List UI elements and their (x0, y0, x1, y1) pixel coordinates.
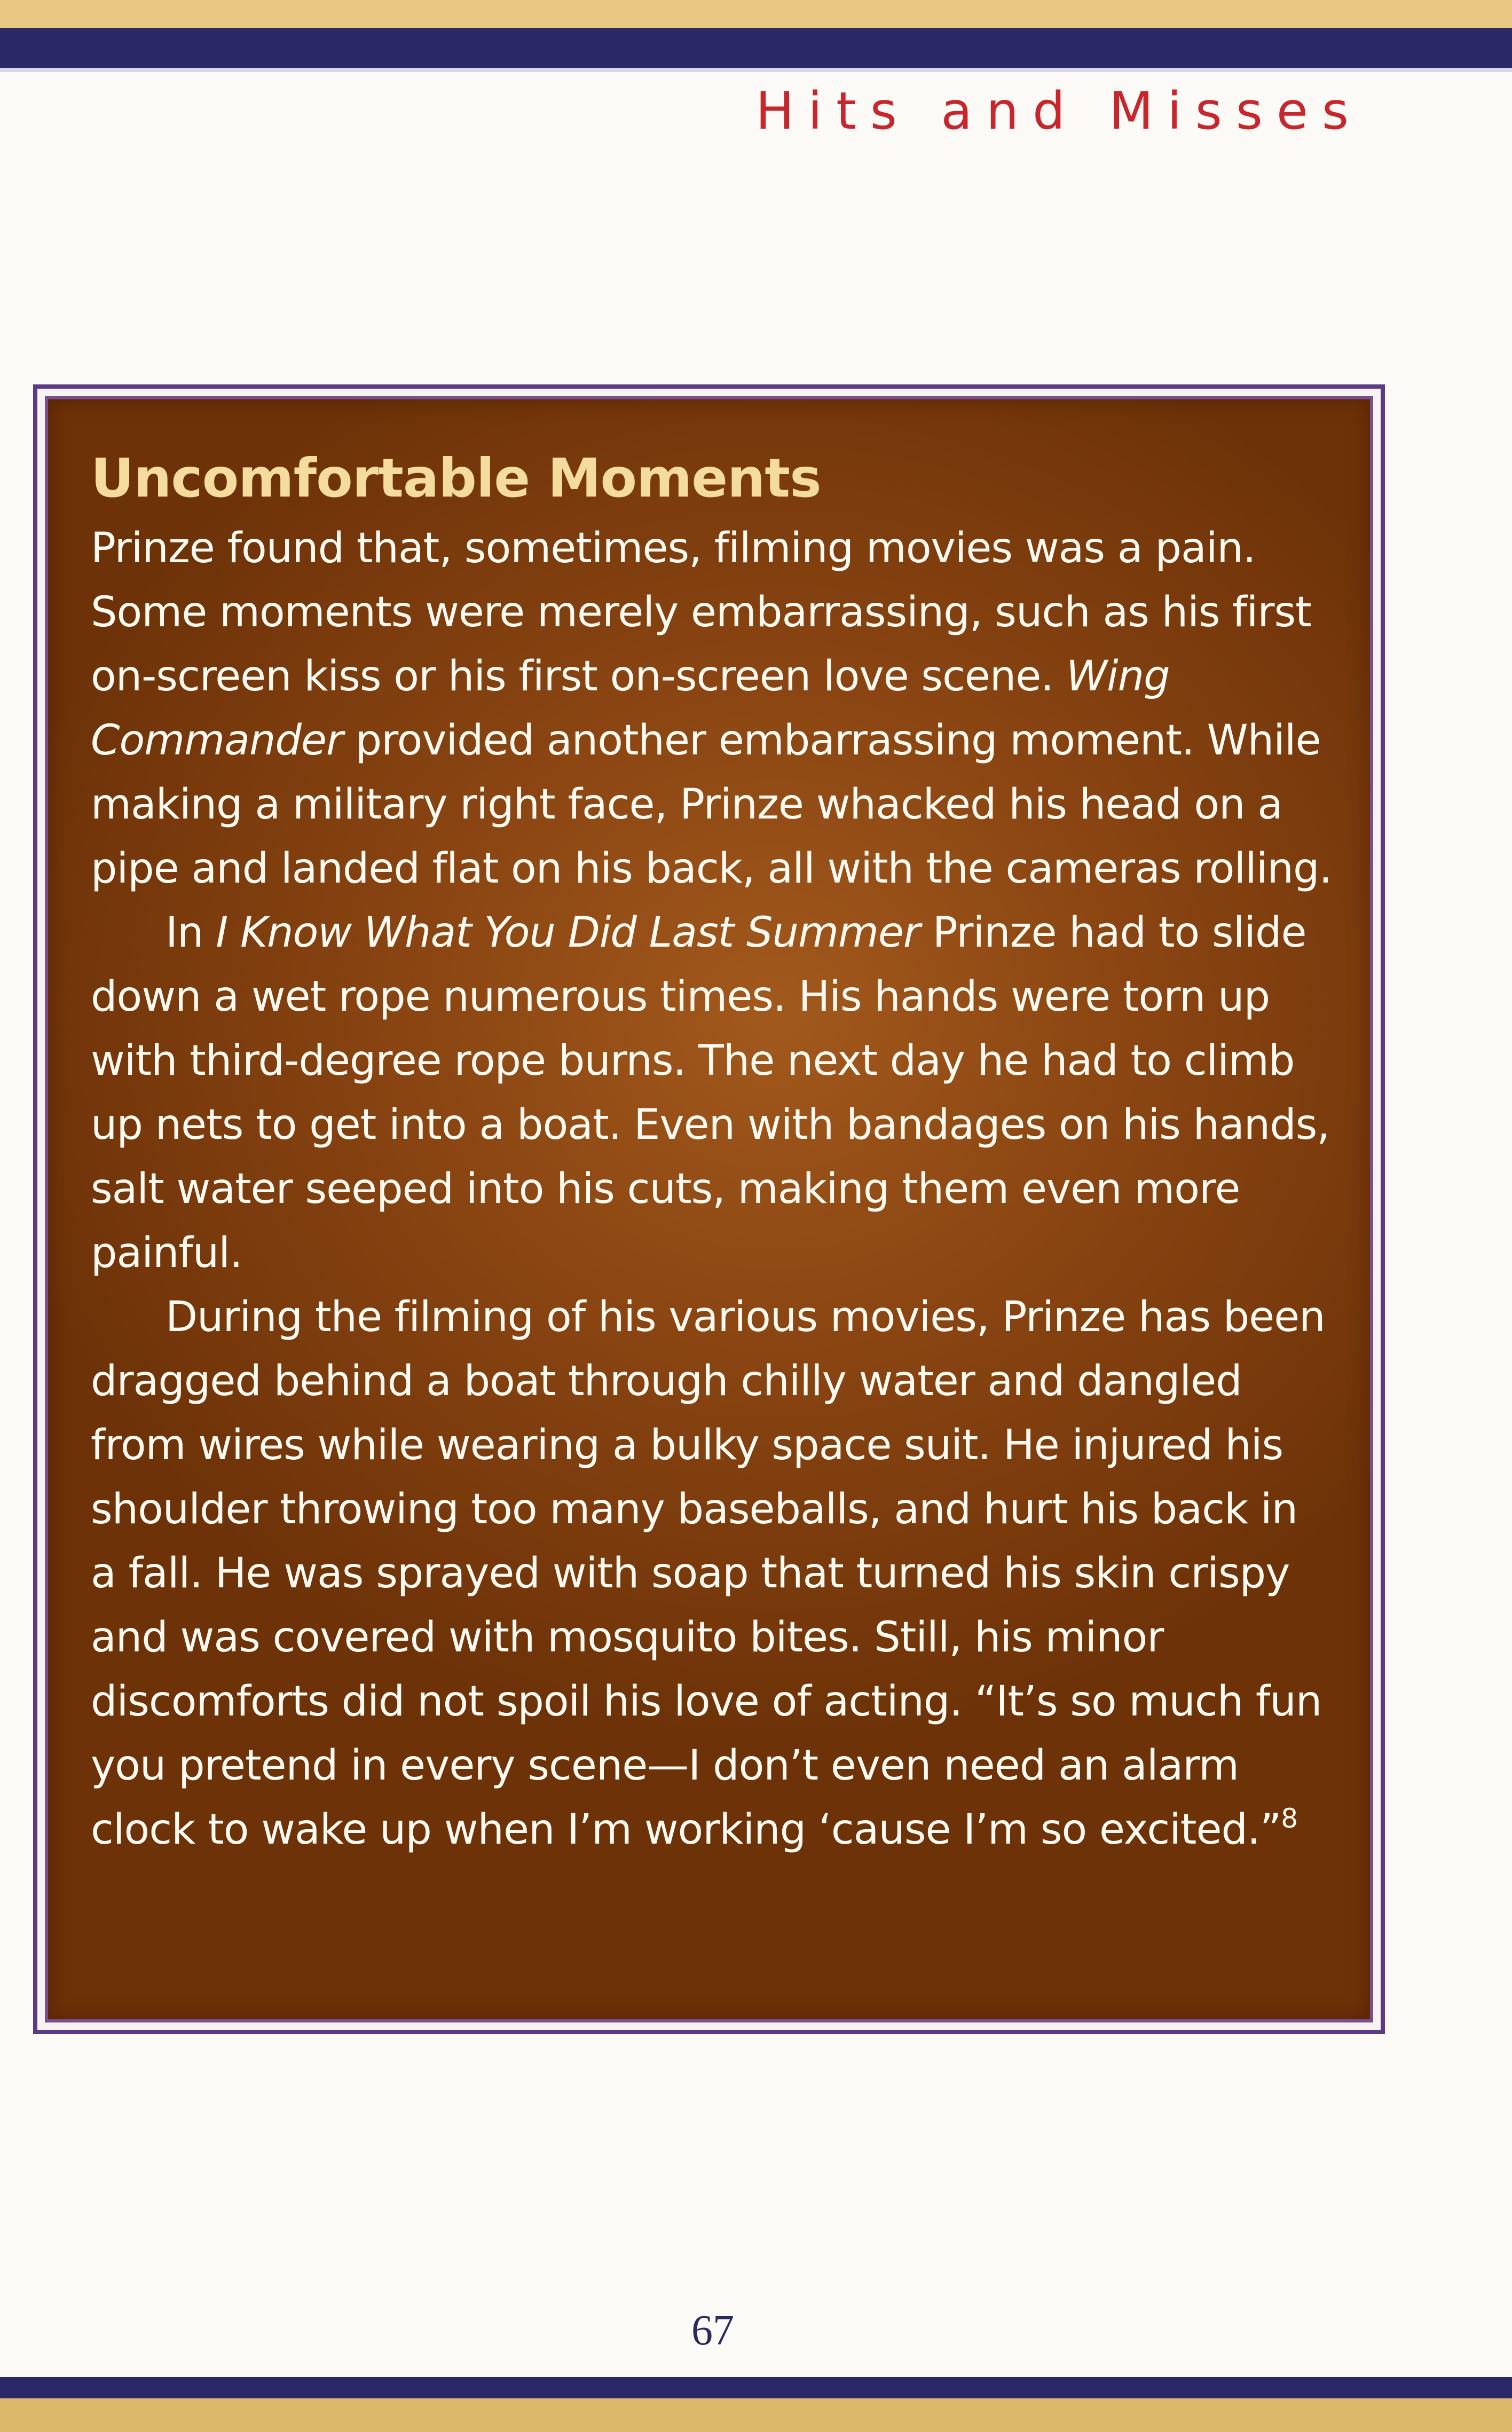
sidebar-title: Uncomfortable Moments (91, 447, 821, 509)
top-navy-band (0, 28, 1512, 68)
sidebar-paragraph-1 (91, 516, 1333, 901)
sidebar-paragraph-3 (91, 1285, 1333, 1862)
bottom-navy-band (0, 2377, 1512, 2398)
top-rule (0, 68, 1512, 72)
sidebar-paragraph-2 (91, 901, 1333, 1285)
footnote-marker: 8 (1281, 1803, 1298, 1834)
sidebar-panel (45, 396, 1373, 2022)
top-gold-band (0, 0, 1512, 28)
paragraph-3-text: During the filming of his various movies, Prinze has been dragged behind a boat through chilly water and dangled from wires while wearing a bulky space suit. He injured his shoulder throwing too many baseballs, and hurt his back in a fall. He was sprayed with soap that turned his skin crispy and was covered with mosquito bites. Still, his minor discomforts did not spoil his love of acting. “It’s so much fun you pretend in every scene—I don’t even need an alarm clock to wake up when I’m working ‘cause I’m so excited.” (91, 1293, 1325, 1854)
paragraph-2-text-b: Prinze had to slide down a wet rope numerous times. His hands were torn up with third-degree rope burns. The next day he had to climb up nets to get into a boat. Even with bandages on his hands, salt water seeped into his cuts, making them even more painful. (91, 909, 1330, 1277)
paragraph-2-movie-title: I Know What You Did Last Summer (216, 909, 920, 957)
paragraph-2-text-a: In (166, 909, 216, 957)
bottom-gold-band (0, 2398, 1512, 2432)
running-head: Hits and Misses (755, 81, 1363, 141)
sidebar-box (33, 384, 1385, 2034)
paragraph-1-movie-title: Wing Commander (91, 652, 1170, 765)
paragraph-1-text-a: Prinze found that, sometimes, filming movies was a pain. Some moments were merely embarrassing, such as his first on-screen kiss or his first on-screen love scene. (91, 524, 1311, 701)
paragraph-1-text-b: provided another embarrassing moment. While making a military right face, Prinze whacked his head on a pipe and landed flat on his back, all with the cameras rolling. (91, 717, 1332, 893)
page-number: 67 (691, 2307, 734, 2354)
